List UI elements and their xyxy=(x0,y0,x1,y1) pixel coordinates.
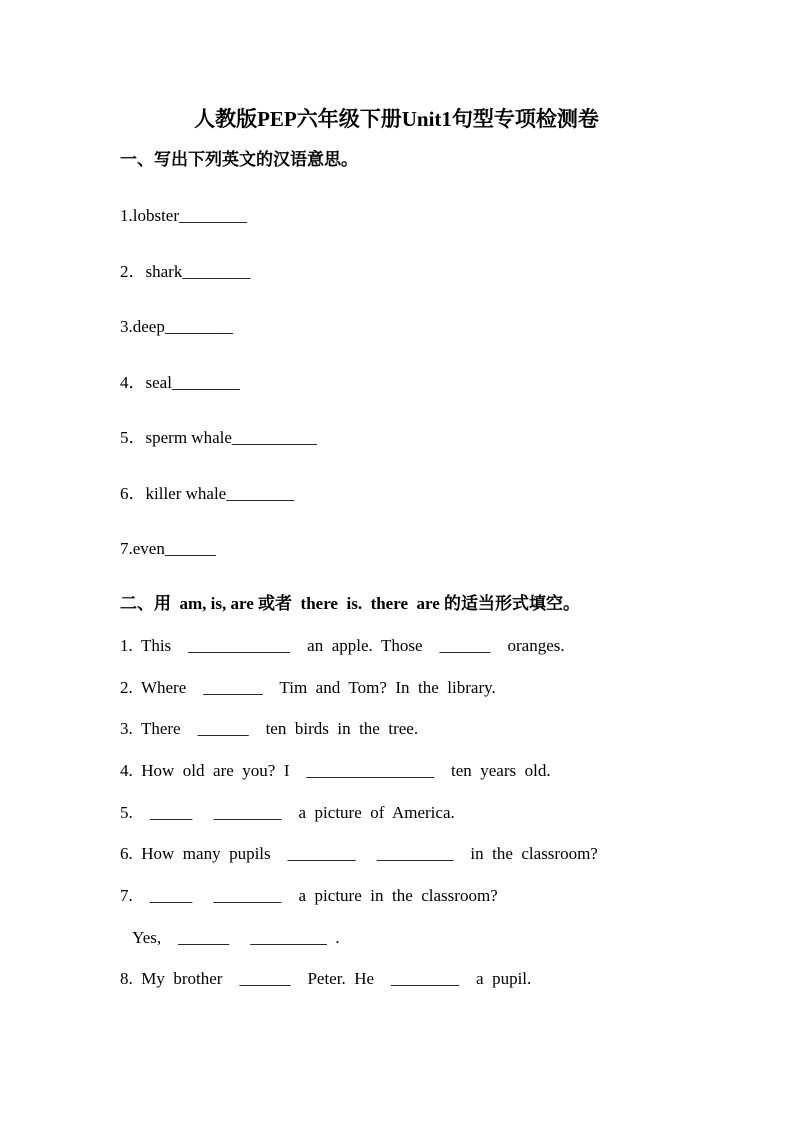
vocab-item-7: 7.even______ xyxy=(120,539,216,558)
fill-blank-item-3: 3. There ______ ten birds in the tree. xyxy=(120,719,419,738)
vocab-item-6: 6．killer whale________ xyxy=(120,484,295,503)
fill-blank-item-7: 7. _____ ________ a picture in the classroom? xyxy=(120,886,498,905)
vocab-item-4: 4．seal________ xyxy=(120,373,240,392)
fill-blank-item-7-answer: Yes, ______ _________ . xyxy=(120,928,340,947)
vocab-item-5: 5．sperm whale__________ xyxy=(120,428,317,447)
fill-blank-item-1: 1. This ____________ an apple. Those ______ oranges. xyxy=(120,636,565,655)
fill-blank-item-8: 8. My brother ______ Peter. He ________ a pupil. xyxy=(120,969,532,988)
fill-blank-item-2: 2. Where _______ Tim and Tom? In the library. xyxy=(120,678,496,697)
page-title: 人教版PEP六年级下册Unit1句型专项检测卷 xyxy=(194,107,599,131)
section-2-heading: 二、用 am, is, are 或者 there is. there are 的适当形式填空。 xyxy=(120,594,581,613)
section-1-heading: 一、写出下列英文的汉语意思。 xyxy=(120,150,358,169)
fill-blank-item-6: 6. How many pupils ________ _________ in the classroom? xyxy=(120,844,598,863)
fill-blank-item-4: 4. How old are you? I _______________ ten years old. xyxy=(120,761,551,780)
vocab-item-1: 1.lobster________ xyxy=(120,206,248,225)
fill-blank-item-5: 5. _____ ________ a picture of America. xyxy=(120,803,455,822)
vocab-item-2: 2．shark________ xyxy=(120,262,251,281)
vocab-item-3: 3.deep________ xyxy=(120,317,233,336)
